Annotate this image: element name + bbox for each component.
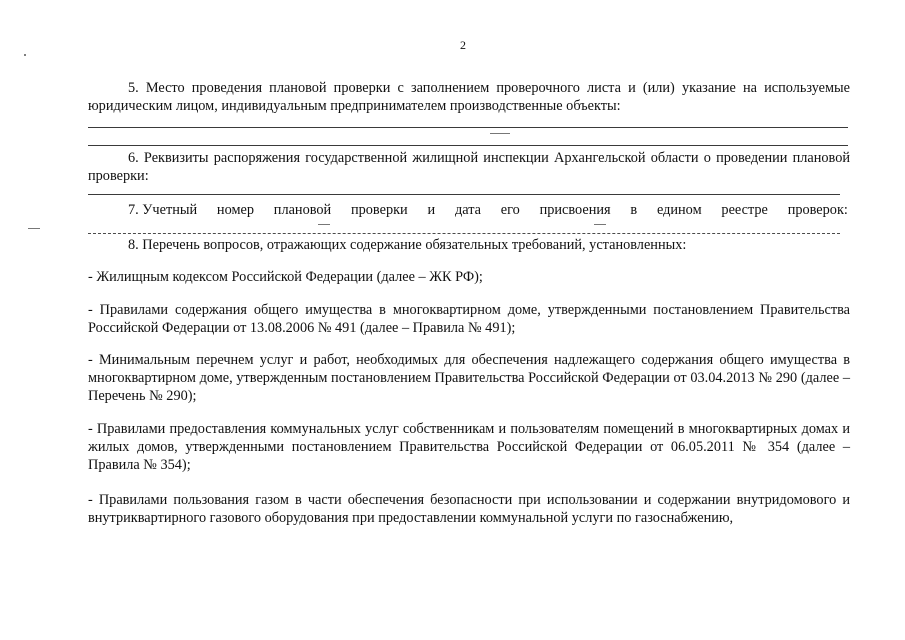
section-7-word: в bbox=[630, 202, 638, 218]
requirement-item: - Минимальным перечнем услуг и работ, необходимых для обеспечения надлежащего содержания общего имущества в многоквартирном доме, утвержденным постановлением Правительства Российской Федерации от 03.04.2013 № 290 (далее – Перечень № 290); bbox=[88, 352, 850, 404]
section-7-word: дата bbox=[454, 202, 481, 218]
section-7-word: присвоения bbox=[539, 202, 611, 218]
section-7-word: его bbox=[500, 202, 520, 218]
section-7-word: реестре bbox=[721, 202, 768, 218]
fill-line-5b bbox=[88, 145, 848, 146]
requirement-item: - Жилищным кодексом Российской Федерации (далее – ЖК РФ); bbox=[88, 269, 483, 285]
section-7-word: номер bbox=[216, 202, 254, 218]
section-7-word: и bbox=[427, 202, 436, 218]
fill-line-7 bbox=[88, 233, 840, 234]
section-6-text: 6. Реквизиты распоряжения государственной жилищной инспекции Архангельской области о проведении плановой проверки: bbox=[88, 150, 850, 184]
section-8-text: 8. Перечень вопросов, отражающих содержание обязательных требований, установленных: bbox=[128, 237, 687, 253]
scan-mark bbox=[318, 224, 330, 225]
requirement-item: - Правилами пользования газом в части обеспечения безопасности при использовании и содержании внутридомового и внутриквартирного газового оборудования при предоставлении коммунальной услуги по газоснабжению, bbox=[88, 492, 850, 526]
scan-mark bbox=[28, 228, 40, 229]
section-5-text: 5. Место проведения плановой проверки с заполнением проверочного листа и (или) указание на используемые юридическим лицом, индивидуальным предпринимателем производственные объекты: bbox=[88, 80, 850, 114]
requirement-item: - Правилами предоставления коммунальных услуг собственникам и пользователям помещений в многоквартирных домах и жилых домов, утвержденными постановлением Правительства Российской Федерации от 06.05.2011 № 354 (далее – Правила № 354); bbox=[88, 421, 850, 473]
fill-line-5a bbox=[88, 127, 848, 128]
fill-line-6 bbox=[88, 194, 840, 195]
section-7-word: проверки bbox=[350, 202, 408, 218]
section-7-word: проверок: bbox=[787, 202, 848, 218]
scan-mark bbox=[594, 224, 606, 225]
page-number: 2 bbox=[460, 38, 466, 52]
scan-mark bbox=[490, 133, 510, 134]
section-7-word: 7. Учетный bbox=[128, 202, 198, 218]
section-7-word: плановой bbox=[273, 202, 332, 218]
requirement-item: - Правилами содержания общего имущества в многоквартирном доме, утвержденными постановлением Правительства Российской Федерации от 13.08.2006 № 491 (далее – Правила № 491); bbox=[88, 302, 850, 336]
section-7-word: едином bbox=[656, 202, 702, 218]
section-7-text bbox=[128, 201, 848, 219]
scan-speck bbox=[24, 54, 26, 56]
